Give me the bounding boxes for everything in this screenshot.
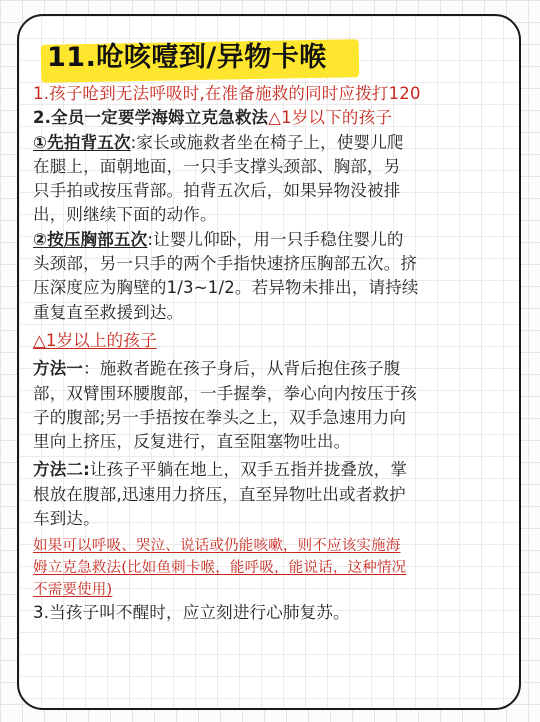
step-1-text: :家长或施救者坐在椅子上，使婴儿爬 bbox=[130, 132, 404, 152]
method-2-line: 车到达。 bbox=[33, 509, 100, 529]
over-one-heading: △1岁以上的孩子 bbox=[33, 330, 157, 350]
method-2-label: 方法二: bbox=[33, 460, 90, 480]
step-2-line bbox=[33, 228, 515, 252]
method-1-line: 里向上挤压，反复进行，直至阻塞物吐出。 bbox=[33, 432, 351, 452]
step-1-line bbox=[33, 131, 515, 155]
step-1-label: ①先拍背五次 bbox=[33, 132, 131, 152]
step-2-label: ②按压胸部五次 bbox=[33, 229, 148, 249]
method-1-text: ：施救者跪在孩子身后，从背后抱住孩子腹 bbox=[83, 359, 401, 379]
title-block bbox=[41, 34, 327, 82]
method-2-text: 让孩子平躺在地上，双手五指并拢叠放，掌 bbox=[89, 460, 408, 480]
step-2-line: 头颈部，另一只手的两个手指快速挤压胸部五次。挤 bbox=[33, 254, 418, 274]
step-2-line: 压深度应为胸壁的1/3~1/2。若异物未排出，请持续 bbox=[33, 278, 419, 298]
page-title: 11.呛咳噎到/异物卡喉 bbox=[47, 42, 327, 73]
method-1-line: 部，双臂围环腰腹部，一手握拳，拳心向内按压于孩 bbox=[33, 383, 418, 403]
content-card bbox=[17, 14, 521, 710]
method-2-line bbox=[33, 458, 515, 482]
method-1-label: 方法一 bbox=[33, 359, 84, 379]
step-2-text: :让婴儿仰卧，用一只手稳住婴儿的 bbox=[147, 229, 404, 249]
step-1-line: 在腿上，面朝地面，一只手支撑头颈部、胸部，另 bbox=[33, 156, 401, 176]
warning-note-line: 如果可以呼吸、哭泣、说话或仍能咳嗽，则不应该实施海 bbox=[33, 538, 401, 555]
step-2-line: 重复直至救援到达。 bbox=[33, 302, 184, 322]
article-body bbox=[33, 82, 515, 626]
step-1-line: 出，则继续下面的动作。 bbox=[33, 205, 217, 225]
item-2-main: 2.全员一定要学海姆立克急救法 bbox=[33, 108, 269, 128]
method-2-line: 根放在腹部,迅速用力挤压，直至异物吐出或者救护 bbox=[33, 484, 406, 504]
warning-note-line: 不需要使用) bbox=[33, 582, 113, 599]
step-1-line: 只手拍或按压背部。拍背五次后，如果异物没被排 bbox=[33, 181, 401, 201]
method-1-line bbox=[33, 357, 515, 381]
warning-note-line: 姆立克急救法(比如鱼刺卡喉，能呼吸，能说话，这种情况 bbox=[33, 560, 407, 577]
item-1: 1.孩子呛到无法呼吸时,在准备施救的同时应拨打120 bbox=[33, 84, 421, 103]
item-2-tag: △1岁以下的孩子 bbox=[268, 108, 393, 128]
item-3: 3.当孩子叫不醒时，应立刻进行心肺复苏。 bbox=[33, 603, 350, 623]
method-1-line: 子的腹部;另一手捂按在拳头之上，双手急速用力向 bbox=[33, 407, 407, 427]
item-2 bbox=[33, 106, 515, 130]
